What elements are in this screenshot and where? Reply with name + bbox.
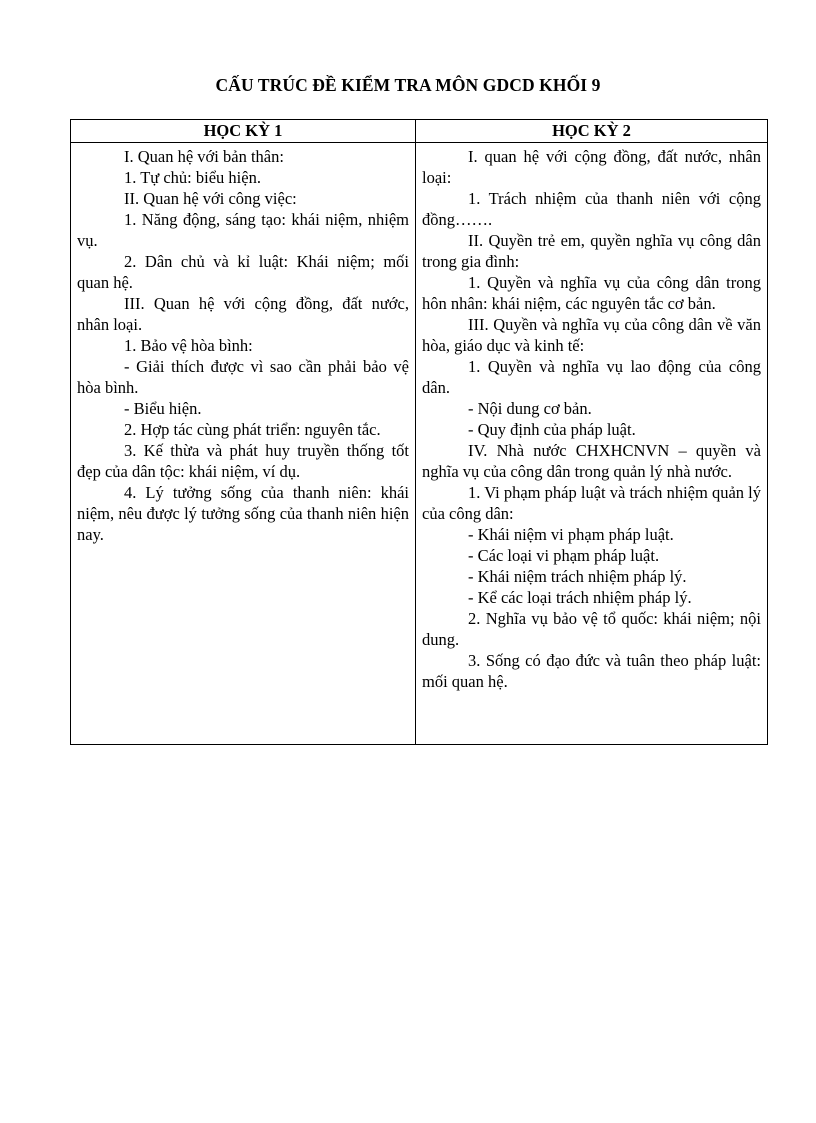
s1-item: 4. Lý tưởng sống của thanh niên: khái niệm, nêu được lý tưởng sống của thanh niên hiện nay.: [77, 483, 409, 544]
header-semester-1: HỌC KỲ 1: [71, 120, 416, 143]
syllabus-table: [70, 119, 768, 745]
semester-1-content: [71, 143, 416, 745]
s1-item: 1. Tự chủ: biểu hiện.: [124, 168, 261, 187]
s2-section-2: II. Quyền trẻ em, quyền nghĩa vụ công dân trong gia đình:: [422, 231, 761, 271]
s2-subitem: - Nội dung cơ bản.: [468, 399, 592, 418]
s2-item: 3. Sống có đạo đức và tuân theo pháp luật: mối quan hệ.: [422, 651, 761, 691]
s2-subitem: - Kể các loại trách nhiệm pháp lý.: [468, 588, 692, 607]
s2-subitem: - Khái niệm vi phạm pháp luật.: [468, 525, 674, 544]
s2-subitem: - Quy định của pháp luật.: [468, 420, 636, 439]
s2-section-3: III. Quyền và nghĩa vụ của công dân về văn hòa, giáo dục và kinh tế:: [422, 315, 761, 355]
s2-item: 1. Trách nhiệm của thanh niên với cộng đồng…….: [422, 189, 761, 229]
s2-section-4: IV. Nhà nước CHXHCNVN – quyền và nghĩa vụ của công dân trong quản lý nhà nước.: [422, 441, 761, 481]
s2-item: 2. Nghĩa vụ bảo vệ tổ quốc: khái niệm; nội dung.: [422, 609, 761, 649]
s1-item: 1. Năng động, sáng tạo: khái niệm, nhiệm vụ.: [77, 210, 409, 250]
s1-item: 1. Bảo vệ hòa bình:: [124, 336, 253, 355]
s1-item: 3. Kế thừa và phát huy truyền thống tốt đẹp của dân tộc: khái niệm, ví dụ.: [77, 441, 409, 481]
s1-subitem: - Giải thích được vì sao cần phải bảo vệ hòa bình.: [77, 357, 409, 397]
s1-section-1: I. Quan hệ với bản thân:: [124, 147, 284, 166]
s1-section-3: III. Quan hệ với cộng đồng, đất nước, nhân loại.: [77, 294, 409, 334]
s2-item: 1. Vi phạm pháp luật và trách nhiệm quản lý của công dân:: [422, 483, 761, 523]
header-semester-2: HỌC KỲ 2: [416, 120, 768, 143]
s2-subitem: - Khái niệm trách nhiệm pháp lý.: [468, 567, 687, 586]
table-body-row: [71, 143, 768, 745]
s1-subitem: - Biểu hiện.: [124, 399, 202, 418]
s1-item: 2. Dân chủ và kỉ luật: Khái niệm; mối quan hệ.: [77, 252, 409, 292]
table-header-row: [71, 120, 768, 143]
s2-section-1: I. quan hệ với cộng đồng, đất nước, nhân loại:: [422, 147, 761, 187]
s1-section-2: II. Quan hệ với công việc:: [124, 189, 297, 208]
s2-item: 1. Quyền và nghĩa vụ lao động của công dân.: [422, 357, 761, 397]
s2-item: 1. Quyền và nghĩa vụ của công dân trong hôn nhân: khái niệm, các nguyên tắc cơ bản.: [422, 273, 761, 313]
page-title: CẤU TRÚC ĐỀ KIỂM TRA MÔN GDCD KHỐI 9: [215, 75, 601, 95]
s1-item: 2. Hợp tác cùng phát triển: nguyên tắc.: [124, 420, 381, 439]
s2-subitem: - Các loại vi phạm pháp luật.: [468, 546, 660, 565]
semester-2-content: [416, 143, 768, 745]
